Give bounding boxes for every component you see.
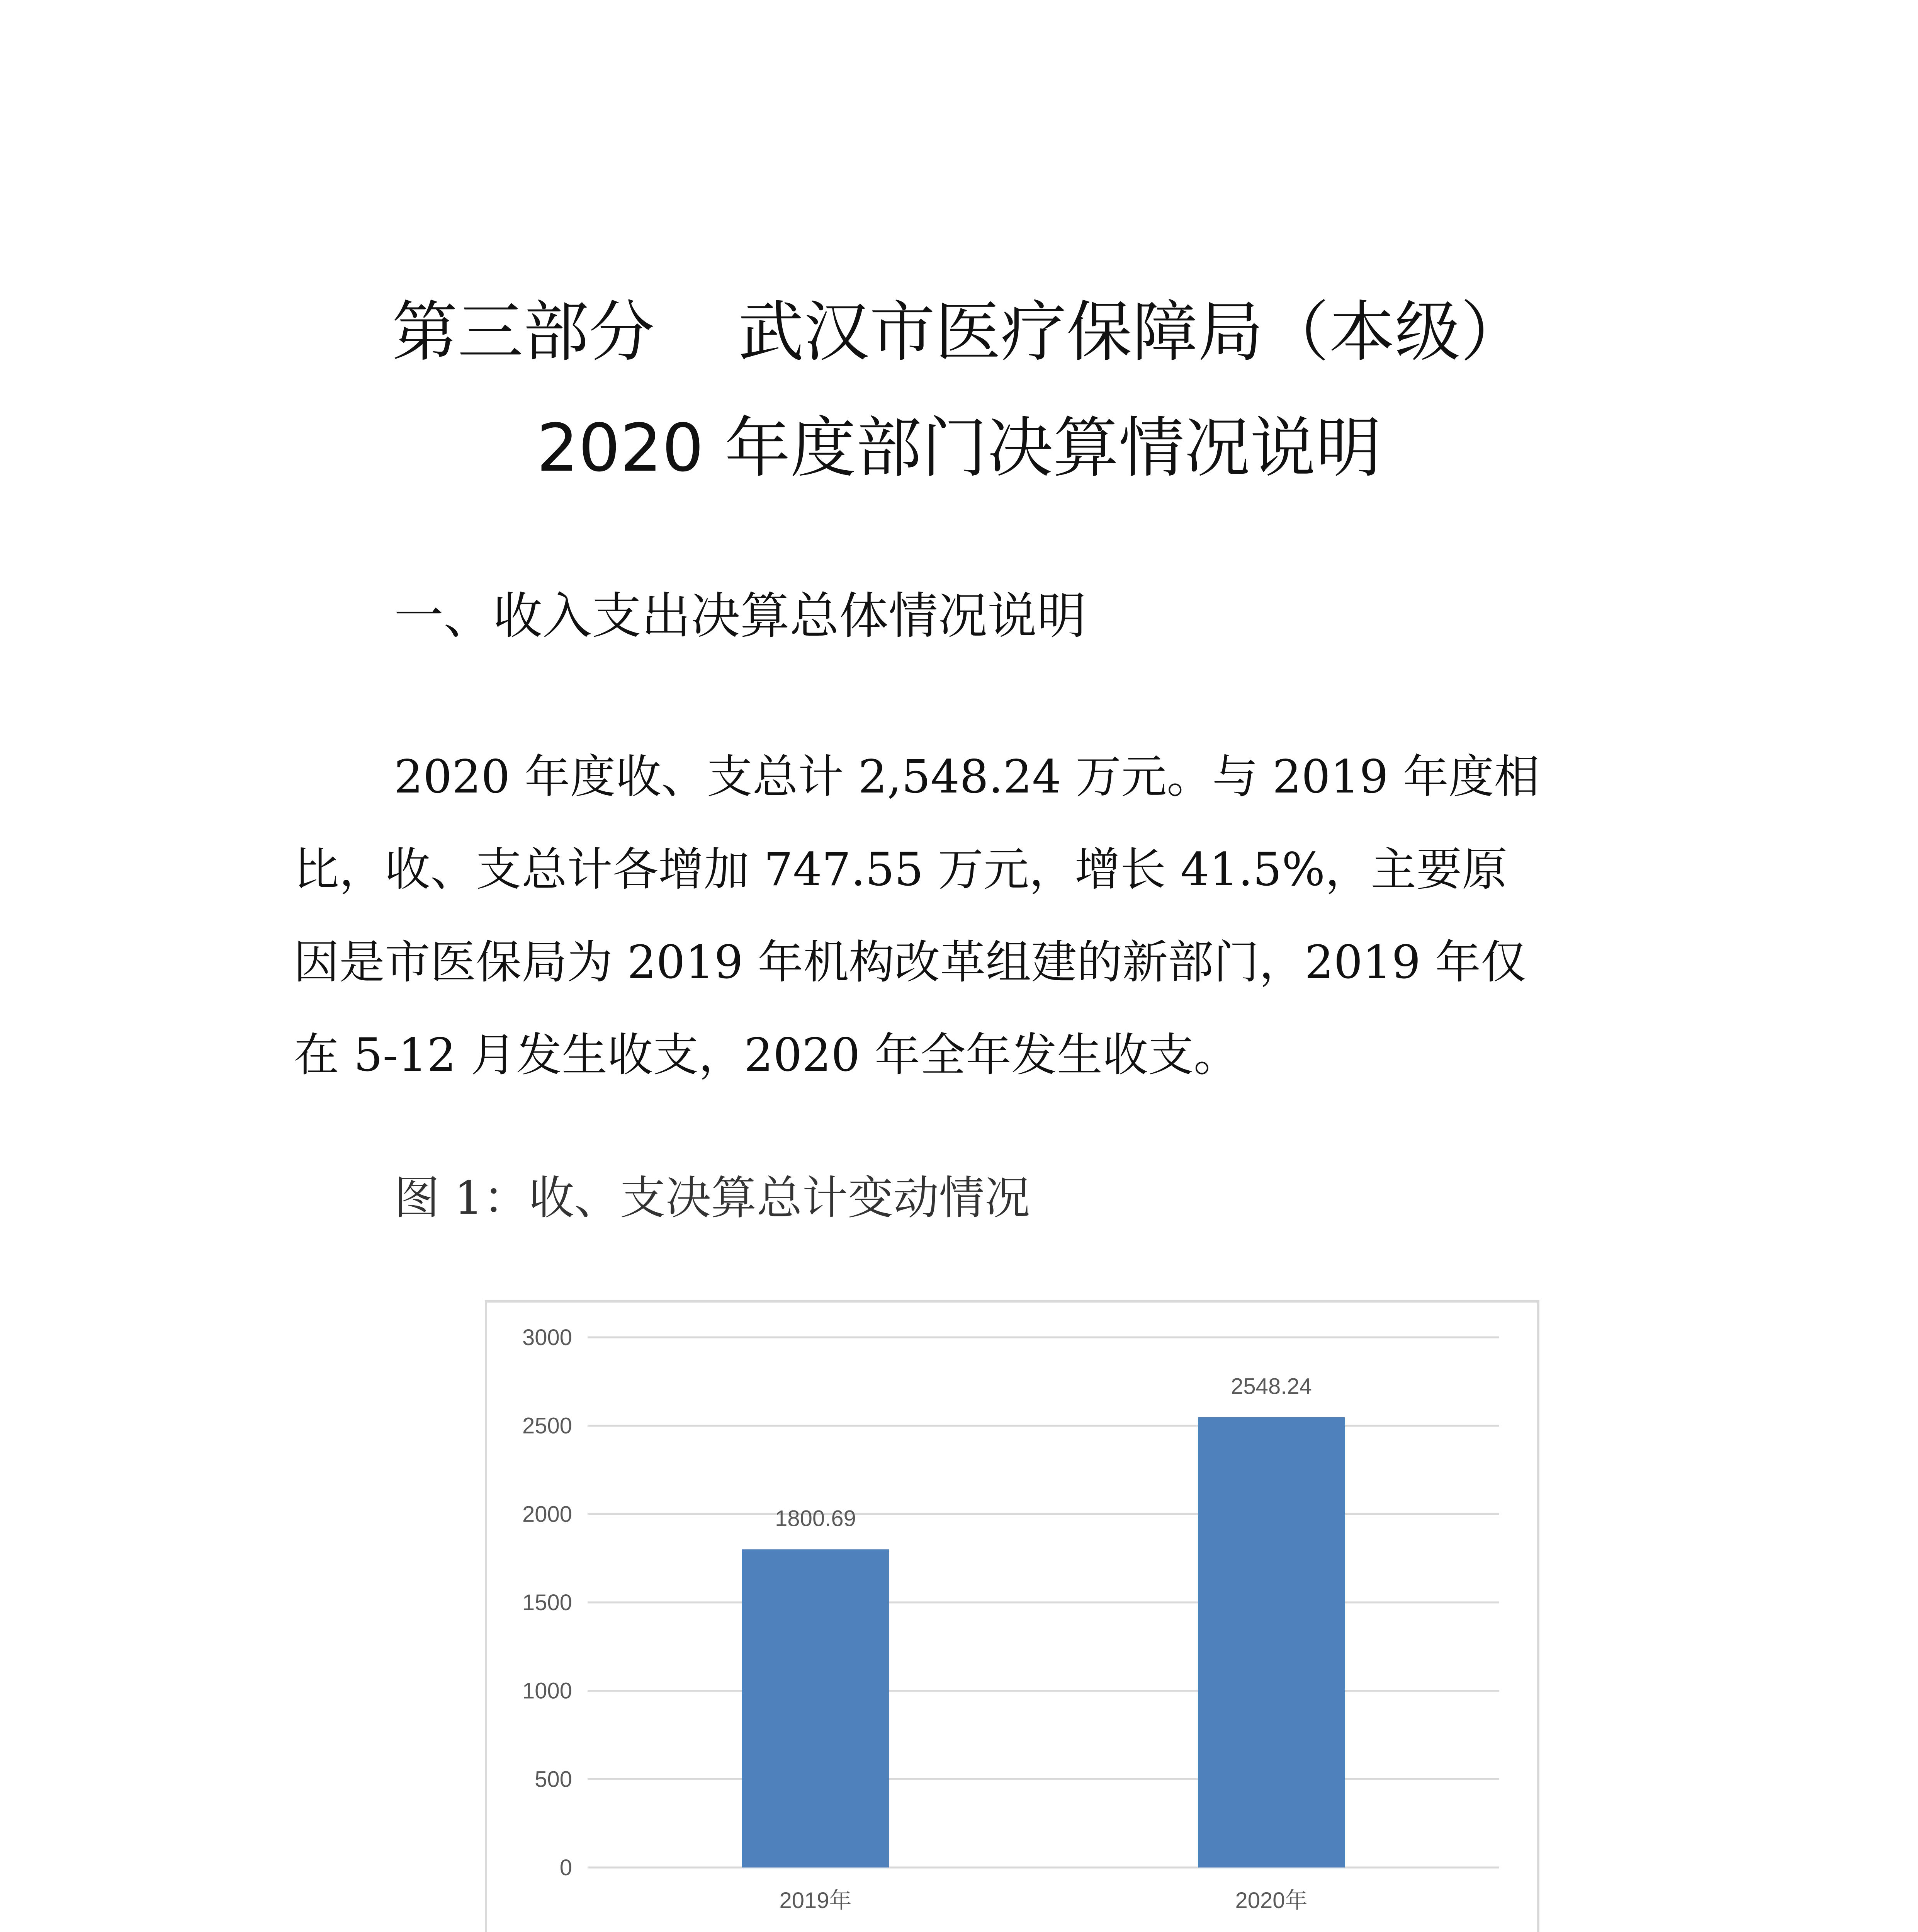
y-tick-label: 2500	[522, 1413, 572, 1439]
figure-caption: 图 1：收、支决算总计变动情况	[394, 1171, 1030, 1225]
bar-2020年	[1198, 1417, 1345, 1867]
y-tick-label: 500	[535, 1767, 572, 1792]
x-category-label: 2019年	[779, 1888, 852, 1913]
y-tick-label: 0	[559, 1855, 572, 1880]
y-tick-label: 1000	[522, 1678, 572, 1704]
bar-data-label: 2548.24	[1231, 1374, 1312, 1399]
paragraph-line: 因是市医保局为 2019 年机构改革组建的新部门，2019 年仅	[294, 935, 1527, 989]
bar-2019年	[742, 1549, 889, 1867]
x-category-label: 2020年	[1235, 1888, 1308, 1913]
section-heading-income-expense: 一、收入支出决算总体情况说明	[394, 587, 1087, 645]
page-title-line-2: 2020 年度部门决算情况说明	[537, 410, 1381, 486]
paragraph-line: 2020 年度收、支总计 2,548.24 万元。与 2019 年度相	[394, 750, 1540, 803]
page-title-line-1: 第三部分 武汉市医疗保障局（本级）	[392, 294, 1526, 371]
y-tick-label: 1500	[522, 1590, 572, 1615]
bar-chart-svg	[487, 1303, 1537, 1932]
paragraph-line: 在 5-12 月发生收支，2020 年全年发生收支。	[294, 1028, 1239, 1082]
bar-data-label: 1800.69	[775, 1506, 856, 1531]
paragraph-line: 比，收、支总计各增加 747.55 万元，增长 41.5%，主要原	[294, 843, 1508, 896]
bar-chart	[485, 1300, 1539, 1932]
y-tick-label: 3000	[522, 1325, 572, 1350]
y-tick-label: 2000	[522, 1502, 572, 1527]
